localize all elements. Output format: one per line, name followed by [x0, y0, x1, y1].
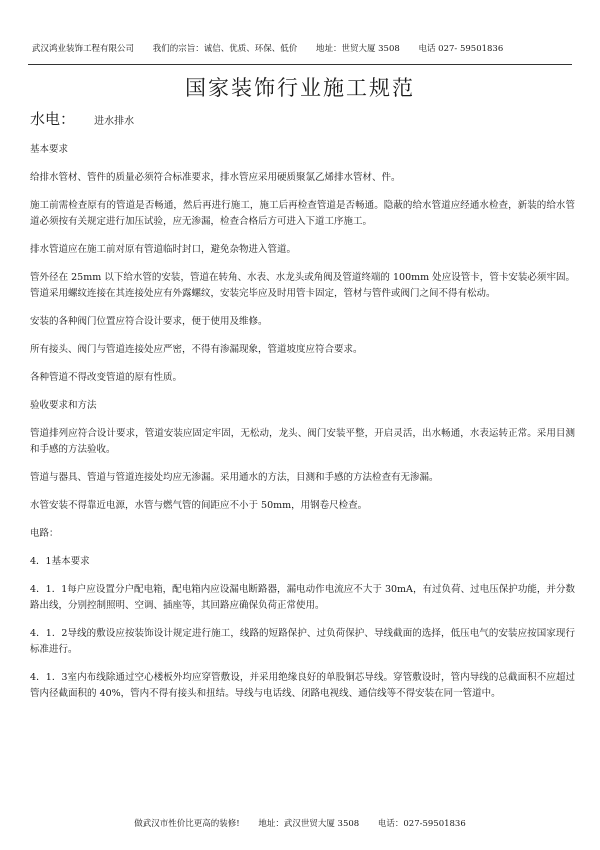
paragraph: 水管安装不得靠近电源，水管与燃气管的间距应不小于 50mm，用钢卷尺检查。 — [30, 500, 368, 511]
subheading-acceptance: 验收要求和方法 — [30, 400, 97, 411]
paragraph: 4．1．2导线的敷设应按装饰设计规定进行施工，线路的短路保护、过负荷保护、导线截面的选择，低压电气的安装应按国家现行标准进行。 — [30, 628, 575, 655]
paragraph: 各种管道不得改变管道的原有性质。 — [30, 372, 183, 383]
header-address: 地址：世贸大厦 3508 — [315, 44, 400, 54]
paragraph: 给排水管材、管件的质量必须符合标准要求，排水管应采用硬质聚氯乙烯排水管材、件。 — [30, 172, 401, 183]
header-divider — [28, 64, 572, 65]
paragraph: 4．1．1每户应设置分户配电箱，配电箱内应设漏电断路器，漏电动作电流应不大于 30mA，有过负荷、过电压保护功能，并分数路出线，分别控制照明、空调、插座等，其回路应确保负荷正常使用。 — [30, 584, 575, 611]
paragraph: 4．1．3室内布线除通过空心楼板外均应穿管敷设，并采用绝缘良好的单股铜芯导线。穿管敷设时，管内导线的总截面积不应超过管内径截面积的 40%，管内不得有接头和扭结。导线与电话线、闭路电视线、通信线等不得安装在同一管道中。 — [30, 672, 575, 699]
header-slogan: 我们的宗旨：诚信、优质、环保、低价 — [152, 44, 298, 54]
section-heading — [30, 108, 134, 129]
paragraph: 管道与器具、管道与管道连接处均应无渗漏。采用通水的方法，目测和手感的方法检查有无渗漏。 — [30, 472, 439, 483]
paragraph: 排水管道应在施工前对原有管道临时封口，避免杂物进入管道。 — [30, 244, 297, 255]
subheading-4-1: 4．1基本要求 — [30, 556, 90, 567]
header-company: 武汉鸿业装饰工程有限公司 — [32, 44, 135, 54]
paragraph: 管外径在 25mm 以下给水管的安装，管道在转角、水表、水龙头或角阀及管道终端的 100mm 处应设管卡，管卡安装必须牢固。管道采用螺纹连接在其连接处应有外露螺纹，安装完毕应及时用管卡固定，管材与管件或阀门之间不得有松动。 — [30, 272, 575, 299]
footer-address: 地址：武汉世贸大厦 3508 — [258, 819, 360, 829]
subheading-electrical: 电路： — [30, 528, 59, 539]
header-phone: 电话 027- 59501836 — [418, 44, 504, 54]
paragraph: 安装的各种阀门位置应符合设计要求，便于使用及维修。 — [30, 316, 268, 327]
paragraph: 管道排列应符合设计要求，管道安装应固定牢固，无松动，龙头、阀门安装平整，开启灵活，出水畅通，水表运转正常。采用目测和手感的方法验收。 — [30, 428, 575, 455]
footer-phone: 电话：027-59501836 — [377, 819, 466, 829]
paragraph: 所有接头、阀门与管道连接处应严密，不得有渗漏现象，管道坡度应符合要求。 — [30, 344, 363, 355]
page-title: 国家装饰行业施工规范 — [185, 76, 415, 100]
page-footer — [0, 817, 600, 829]
footer-slogan: 做武汉市性价比更高的装修! — [134, 819, 240, 829]
body-text — [30, 142, 575, 714]
section-heading-sub: 进水排水 — [94, 116, 135, 127]
section-heading-main: 水电： — [30, 110, 76, 128]
subheading-basic-requirements: 基本要求 — [30, 144, 69, 155]
paragraph: 施工前需检查原有的管道是否畅通，然后再进行施工，施工后再检查管道是否畅通。隐蔽的给水管道应经通水检查，新装的给水管道必须按有关规定进行加压试验，应无渗漏，检查合格后方可进入下道工序施工。 — [30, 200, 575, 227]
page-header — [32, 42, 572, 54]
